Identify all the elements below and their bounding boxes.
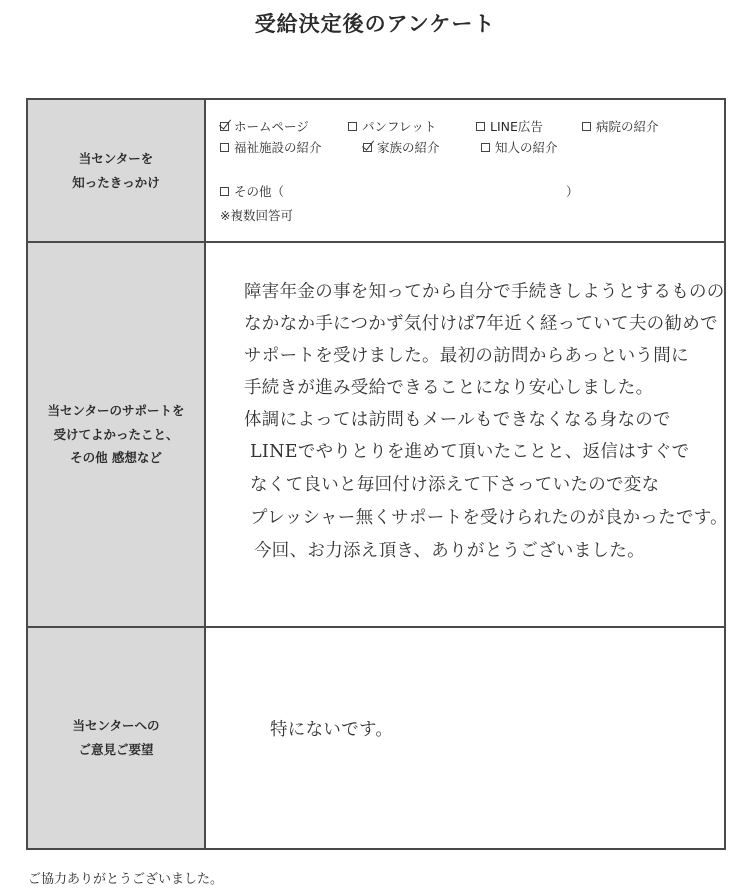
option-family[interactable] bbox=[363, 138, 440, 156]
thank-you-note: ご協力ありがとうございました。 bbox=[28, 872, 224, 887]
requests-answer bbox=[206, 628, 724, 848]
answer-line: サポートを受けました。最初の訪問からあっという間に bbox=[244, 346, 689, 366]
checkbox-pamphlet[interactable] bbox=[348, 122, 357, 131]
answer-line: 手続きが進み受給できることになり安心しました。 bbox=[244, 378, 654, 398]
answer-line: なくて良いと毎回付け添えて下さっていたので変な bbox=[250, 475, 660, 495]
option-hospital[interactable] bbox=[582, 117, 659, 135]
option-acquaintance[interactable] bbox=[481, 138, 558, 156]
checkbox-hospital[interactable] bbox=[582, 122, 591, 131]
checkbox-acquaintance[interactable] bbox=[481, 143, 490, 152]
option-acquaintance-label: 知人の紹介 bbox=[495, 140, 558, 155]
option-line-ad-label: LINE広告 bbox=[490, 119, 543, 134]
answer-line: 今回、お力添え頂き、ありがとうございました。 bbox=[254, 541, 645, 561]
option-pamphlet[interactable] bbox=[348, 117, 436, 135]
requests-section bbox=[28, 628, 724, 848]
checkbox-homepage[interactable] bbox=[220, 122, 229, 131]
requests-answer-text: 特にないです。 bbox=[270, 720, 394, 740]
support-section bbox=[28, 243, 728, 628]
option-family-label: 家族の紹介 bbox=[377, 140, 440, 155]
option-homepage[interactable] bbox=[220, 117, 309, 135]
option-line-ad[interactable] bbox=[476, 117, 543, 135]
trigger-options bbox=[206, 100, 724, 241]
option-other-label: その他（ bbox=[234, 184, 285, 199]
option-pamphlet-label: パンフレット bbox=[362, 119, 437, 134]
trigger-label bbox=[28, 100, 206, 241]
option-welfare-label: 福祉施設の紹介 bbox=[234, 140, 322, 155]
support-label bbox=[28, 243, 206, 626]
requests-label bbox=[28, 628, 206, 848]
option-hospital-label: 病院の紹介 bbox=[596, 119, 659, 134]
answer-line: プレッシャー無くサポートを受けられたのが良かったです。 bbox=[250, 508, 728, 528]
requests-label-text: 当センターへの ご意見ご要望 bbox=[72, 718, 160, 757]
option-homepage-label: ホームページ bbox=[234, 119, 309, 134]
survey-title: 受給決定後のアンケート bbox=[254, 12, 496, 36]
support-label-text: 当センターのサポートを 受けてよかったこと、 その他 感想など bbox=[47, 402, 185, 466]
option-other-close: ） bbox=[566, 184, 579, 199]
checkbox-welfare[interactable] bbox=[220, 143, 229, 152]
trigger-label-text: 当センターを 知ったきっかけ bbox=[72, 150, 160, 190]
answer-line: 体調によっては訪問もメールもできなくなる身なので bbox=[244, 410, 671, 430]
multiple-answer-note: ※複数回答可 bbox=[220, 208, 293, 223]
option-welfare[interactable] bbox=[220, 138, 322, 156]
trigger-section bbox=[28, 100, 724, 243]
support-answer bbox=[206, 243, 728, 626]
survey-form bbox=[26, 98, 726, 850]
checkbox-line-ad[interactable] bbox=[476, 122, 485, 131]
checkbox-family[interactable] bbox=[363, 143, 372, 152]
answer-line: なかなか手につかず気付けば7年近く経っていて夫の勧めで bbox=[244, 314, 718, 334]
answer-line: LINEでやりとりを進めて頂いたことと、返信はすぐで bbox=[250, 442, 690, 462]
option-other[interactable] bbox=[220, 182, 284, 200]
checkbox-other[interactable] bbox=[220, 187, 229, 196]
answer-line: 障害年金の事を知ってから自分で手続きしようとするものの bbox=[244, 282, 725, 302]
